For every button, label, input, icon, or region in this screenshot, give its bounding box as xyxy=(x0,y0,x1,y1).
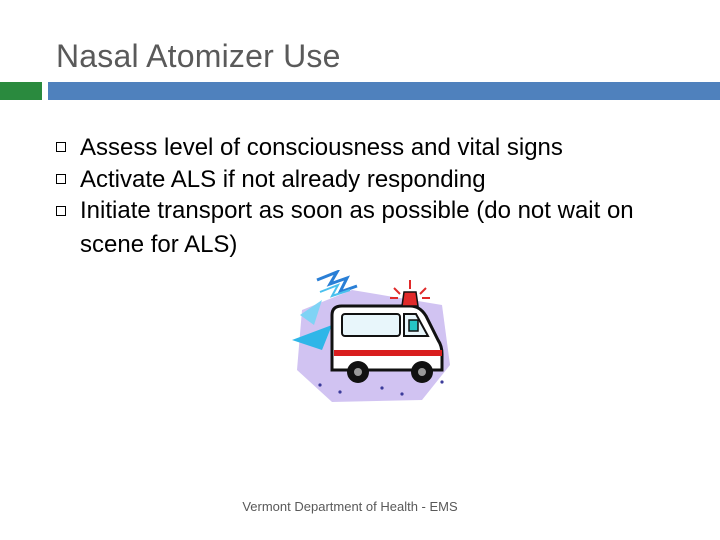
bullet-text: Assess level of consciousness and vital signs xyxy=(80,134,563,161)
square-bullet-icon xyxy=(56,206,66,216)
accent-bar-blue xyxy=(48,82,720,100)
bullet-item xyxy=(56,194,696,262)
bullet-item xyxy=(56,130,696,166)
square-bullet-icon xyxy=(56,174,66,184)
slide-footer: Vermont Department of Health - EMS xyxy=(242,499,458,514)
ambulance-icon xyxy=(292,270,452,410)
bullet-item xyxy=(56,162,696,198)
bullet-text: Activate ALS if not already responding xyxy=(80,166,486,193)
square-bullet-icon xyxy=(56,142,66,152)
bullet-list xyxy=(56,130,696,262)
accent-bar-green xyxy=(0,82,42,100)
bullet-text: Initiate transport as soon as possible (do not wait on scene for ALS) xyxy=(80,197,634,258)
slide-title: Nasal Atomizer Use xyxy=(56,38,341,74)
